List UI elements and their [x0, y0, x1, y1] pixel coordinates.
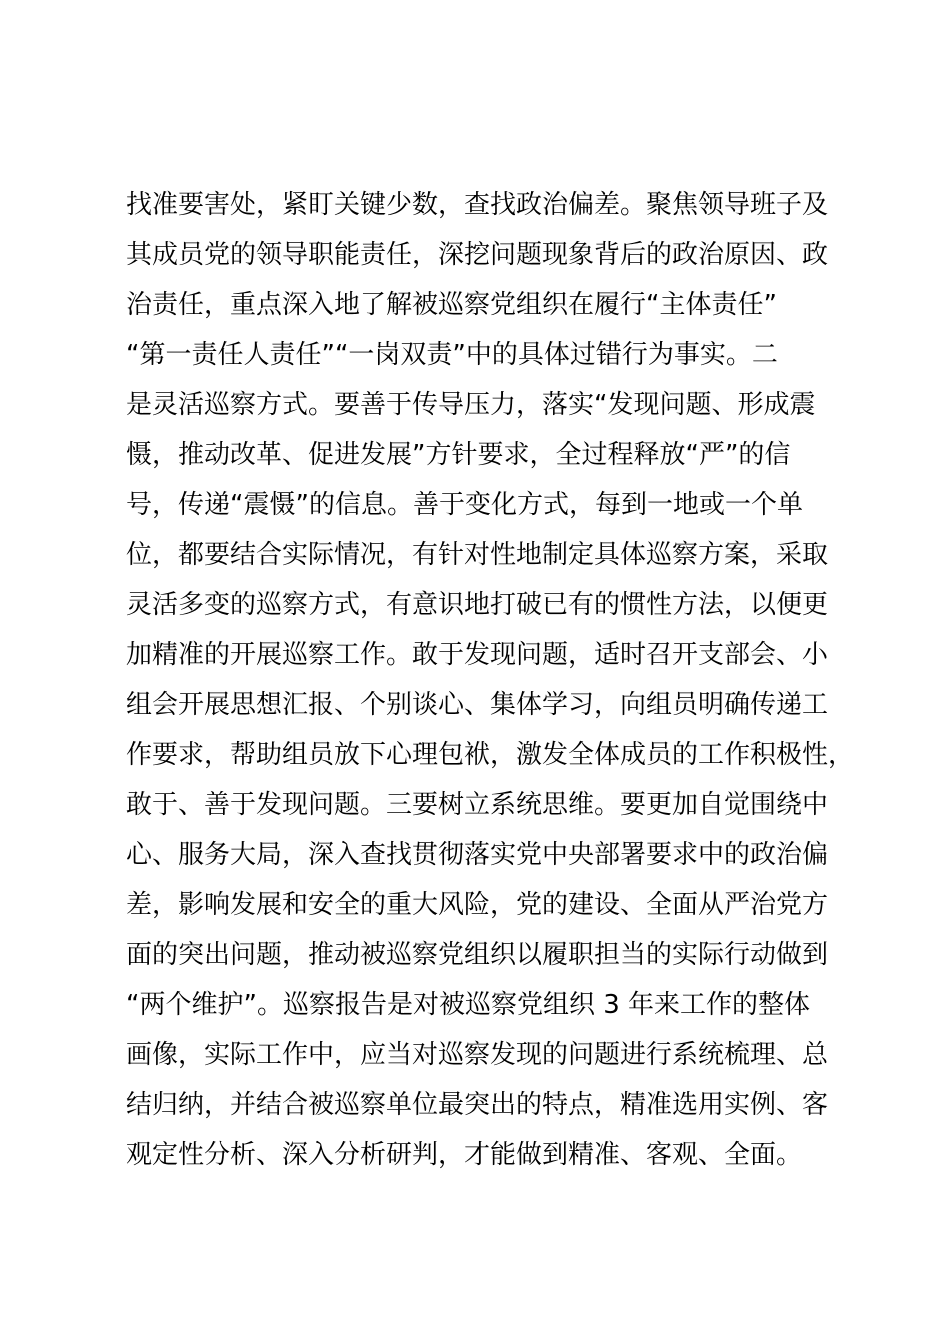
text-line: 治责任，重点深入地了解被巡察党组织在履行“主体责任”	[126, 290, 777, 320]
text-line: 作要求，帮助组员放下心理包袱，激发全体成员的工作积极性，	[126, 740, 855, 770]
text-line: 面的突出问题，推动被巡察党组织以履职担当的实际行动做到	[126, 940, 829, 970]
text-line: 是灵活巡察方式。要善于传导压力，落实“发现问题、形成震	[126, 390, 816, 420]
text-line: 心、服务大局，深入查找贯彻落实党中央部署要求中的政治偏	[126, 840, 829, 870]
text-line: 结归纳，并结合被巡察单位最突出的特点，精准选用实例、客	[126, 1090, 829, 1120]
text-line: 其成员党的领导职能责任，深挖问题现象背后的政治原因、政	[126, 240, 829, 270]
text-line: 找准要害处，紧盯关键少数，查找政治偏差。聚焦领导班子及	[126, 190, 829, 220]
text-line: “两个维护”。巡察报告是对被巡察党组织 3 年来工作的整体	[126, 990, 811, 1020]
text-line: 慑，推动改革、促进发展”方针要求，全过程释放“严”的信	[126, 440, 791, 470]
text-line: “第一责任人责任”“一岗双责”中的具体过错行为事实。二	[126, 340, 778, 370]
text-line: 位，都要结合实际情况，有针对性地制定具体巡察方案，采取	[126, 540, 829, 570]
text-line: 组会开展思想汇报、个别谈心、集体学习，向组员明确传递工	[126, 690, 829, 720]
text-line: 观定性分析、深入分析研判，才能做到精准、客观、全面。	[126, 1140, 803, 1170]
text-line: 画像，实际工作中，应当对巡察发现的问题进行系统梳理、总	[126, 1040, 829, 1070]
text-line: 敢于、善于发现问题。三要树立系统思维。要更加自觉围绕中	[126, 790, 829, 820]
text-line: 号，传递“震慑”的信息。善于变化方式，每到一地或一个单	[126, 490, 803, 520]
body-paragraph	[126, 180, 856, 1180]
text-line: 差，影响发展和安全的重大风险，党的建设、全面从严治党方	[126, 890, 829, 920]
text-line: 加精准的开展巡察工作。敢于发现问题，适时召开支部会、小	[126, 640, 829, 670]
text-line: 灵活多变的巡察方式，有意识地打破已有的惯性方法，以便更	[126, 590, 829, 620]
